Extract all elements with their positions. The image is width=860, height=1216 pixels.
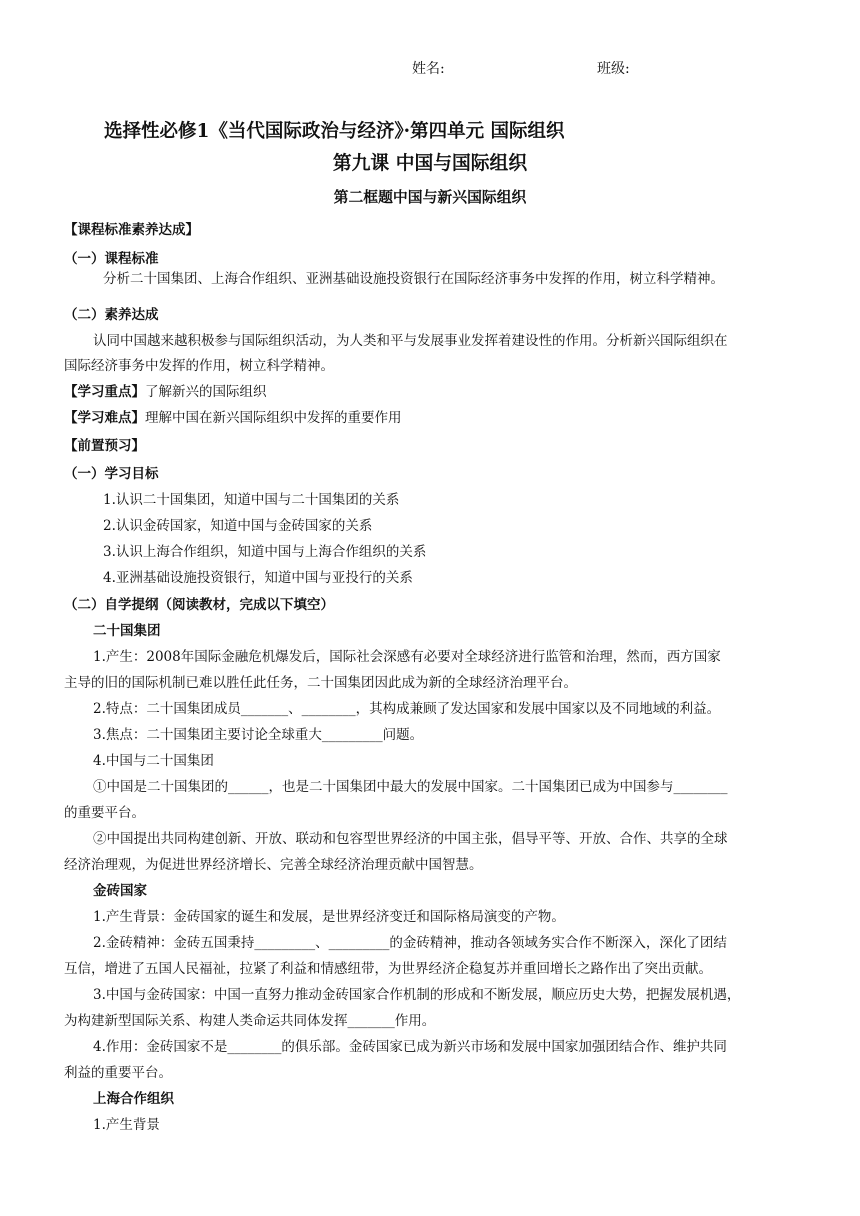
brics-text-line: 3.中国与金砖国家：中国一直努力推动金砖国家合作机制的形成和不断发展，顺应历史大势，把握发展机遇，	[93, 987, 741, 1003]
outline-heading: （二）自学提纲（阅读教材，完成以下填空）	[64, 597, 334, 613]
literacy-heading: （二）素养达成	[64, 307, 159, 323]
g20-text-line: 2.特点：二十国集团成员_______、________，其构成兼顾了发达国家和发展中国家以及不同地域的利益。	[93, 701, 721, 717]
literacy-text-line: 国际经济事务中发挥的作用，树立科学精神。	[64, 358, 334, 374]
g20-text-line: 经济治理观，为促进世界经济增长、完善全球经济治理贡献中国智慧。	[64, 857, 483, 873]
brics-text-line: 2.金砖精神：金砖五国秉持_________、_________的金砖精神，推动各领域务实合作不断深入，深化了团结	[93, 935, 727, 951]
g20-text-line: 4.中国与二十国集团	[93, 753, 214, 769]
curriculum-standard-text: 分析二十国集团、上海合作组织、亚洲基础设施投资银行在国际经济事务中发挥的作用，树立科学精神。	[103, 271, 724, 287]
g20-text-line: 1.产生：2008年国际金融危机爆发后，国际社会深感有必要对全球经济进行监管和治理，然而，西方国家	[93, 649, 721, 665]
g20-text-line: 3.焦点：二十国集团主要讨论全球重大_________问题。	[93, 727, 424, 743]
goal-item: 4.亚洲基础设施投资银行，知道中国与亚投行的关系	[103, 570, 413, 586]
key-point-line	[64, 380, 267, 400]
g20-text-line: ②中国提出共同构建创新、开放、联动和包容型世界经济的中国主张，倡导平等、开放、合作、共享的全球	[93, 831, 728, 847]
preview-heading: 【前置预习】	[64, 438, 145, 454]
brics-text-line: 1.产生背景：金砖国家的诞生和发展，是世界经济变迁和国际格局演变的产物。	[93, 909, 565, 925]
brics-text-line: 为构建新型国际关系、构建人类命运共同体发挥_______作用。	[64, 1013, 436, 1029]
g20-text-line: ①中国是二十国集团的______，也是二十国集团中最大的发展中国家。二十国集团已成为中国参与________	[93, 779, 728, 795]
standards-heading: 【课程标准素养达成】	[64, 222, 199, 238]
difficulty-label: 【学习难点】	[64, 410, 145, 426]
name-label: 姓名:	[412, 61, 445, 77]
difficulty-line	[64, 406, 402, 426]
key-point-label: 【学习重点】	[64, 384, 145, 400]
brics-text-line: 利益的重要平台。	[64, 1065, 172, 1081]
g20-heading: 二十国集团	[93, 623, 161, 639]
curriculum-standard-heading: （一）课程标准	[64, 251, 159, 267]
brics-heading: 金砖国家	[93, 883, 147, 899]
unit-title: 选择性必修1《当代国际政治与经济》·第四单元 国际组织	[104, 121, 565, 142]
literacy-text-line: 认同中国越来越积极参与国际组织活动，为人类和平与发展事业发挥着建设性的作用。分析新兴国际组织在	[93, 333, 728, 349]
sco-text-line: 1.产生背景	[93, 1117, 160, 1133]
lesson-title: 第九课 中国与国际组织	[332, 152, 528, 174]
key-point-text: 了解新兴的国际组织	[145, 384, 267, 400]
goal-item: 2.认识金砖国家，知道中国与金砖国家的关系	[103, 518, 373, 534]
brics-text-line: 互信，增进了五国人民福祉，拉紧了利益和情感纽带，为世界经济企稳复苏并重回增长之路作出了突出贡献。	[64, 961, 712, 977]
goal-item: 1.认识二十国集团，知道中国与二十国集团的关系	[103, 492, 400, 508]
goal-item: 3.认识上海合作组织，知道中国与上海合作组织的关系	[103, 544, 427, 560]
sco-heading: 上海合作组织	[93, 1091, 174, 1107]
brics-text-line: 4.作用：金砖国家不是________的俱乐部。金砖国家已成为新兴市场和发展中国家加强团结合作、维护共同	[93, 1039, 727, 1055]
goals-heading: （一）学习目标	[64, 466, 159, 482]
section-title: 第二框题中国与新兴国际组织	[333, 189, 527, 206]
g20-text-line: 主导的旧的国际机制已难以胜任此任务，二十国集团因此成为新的全球经济治理平台。	[64, 675, 577, 691]
difficulty-text: 理解中国在新兴国际组织中发挥的重要作用	[145, 410, 402, 426]
g20-text-line: 的重要平台。	[64, 805, 145, 821]
class-label: 班级:	[597, 61, 630, 77]
